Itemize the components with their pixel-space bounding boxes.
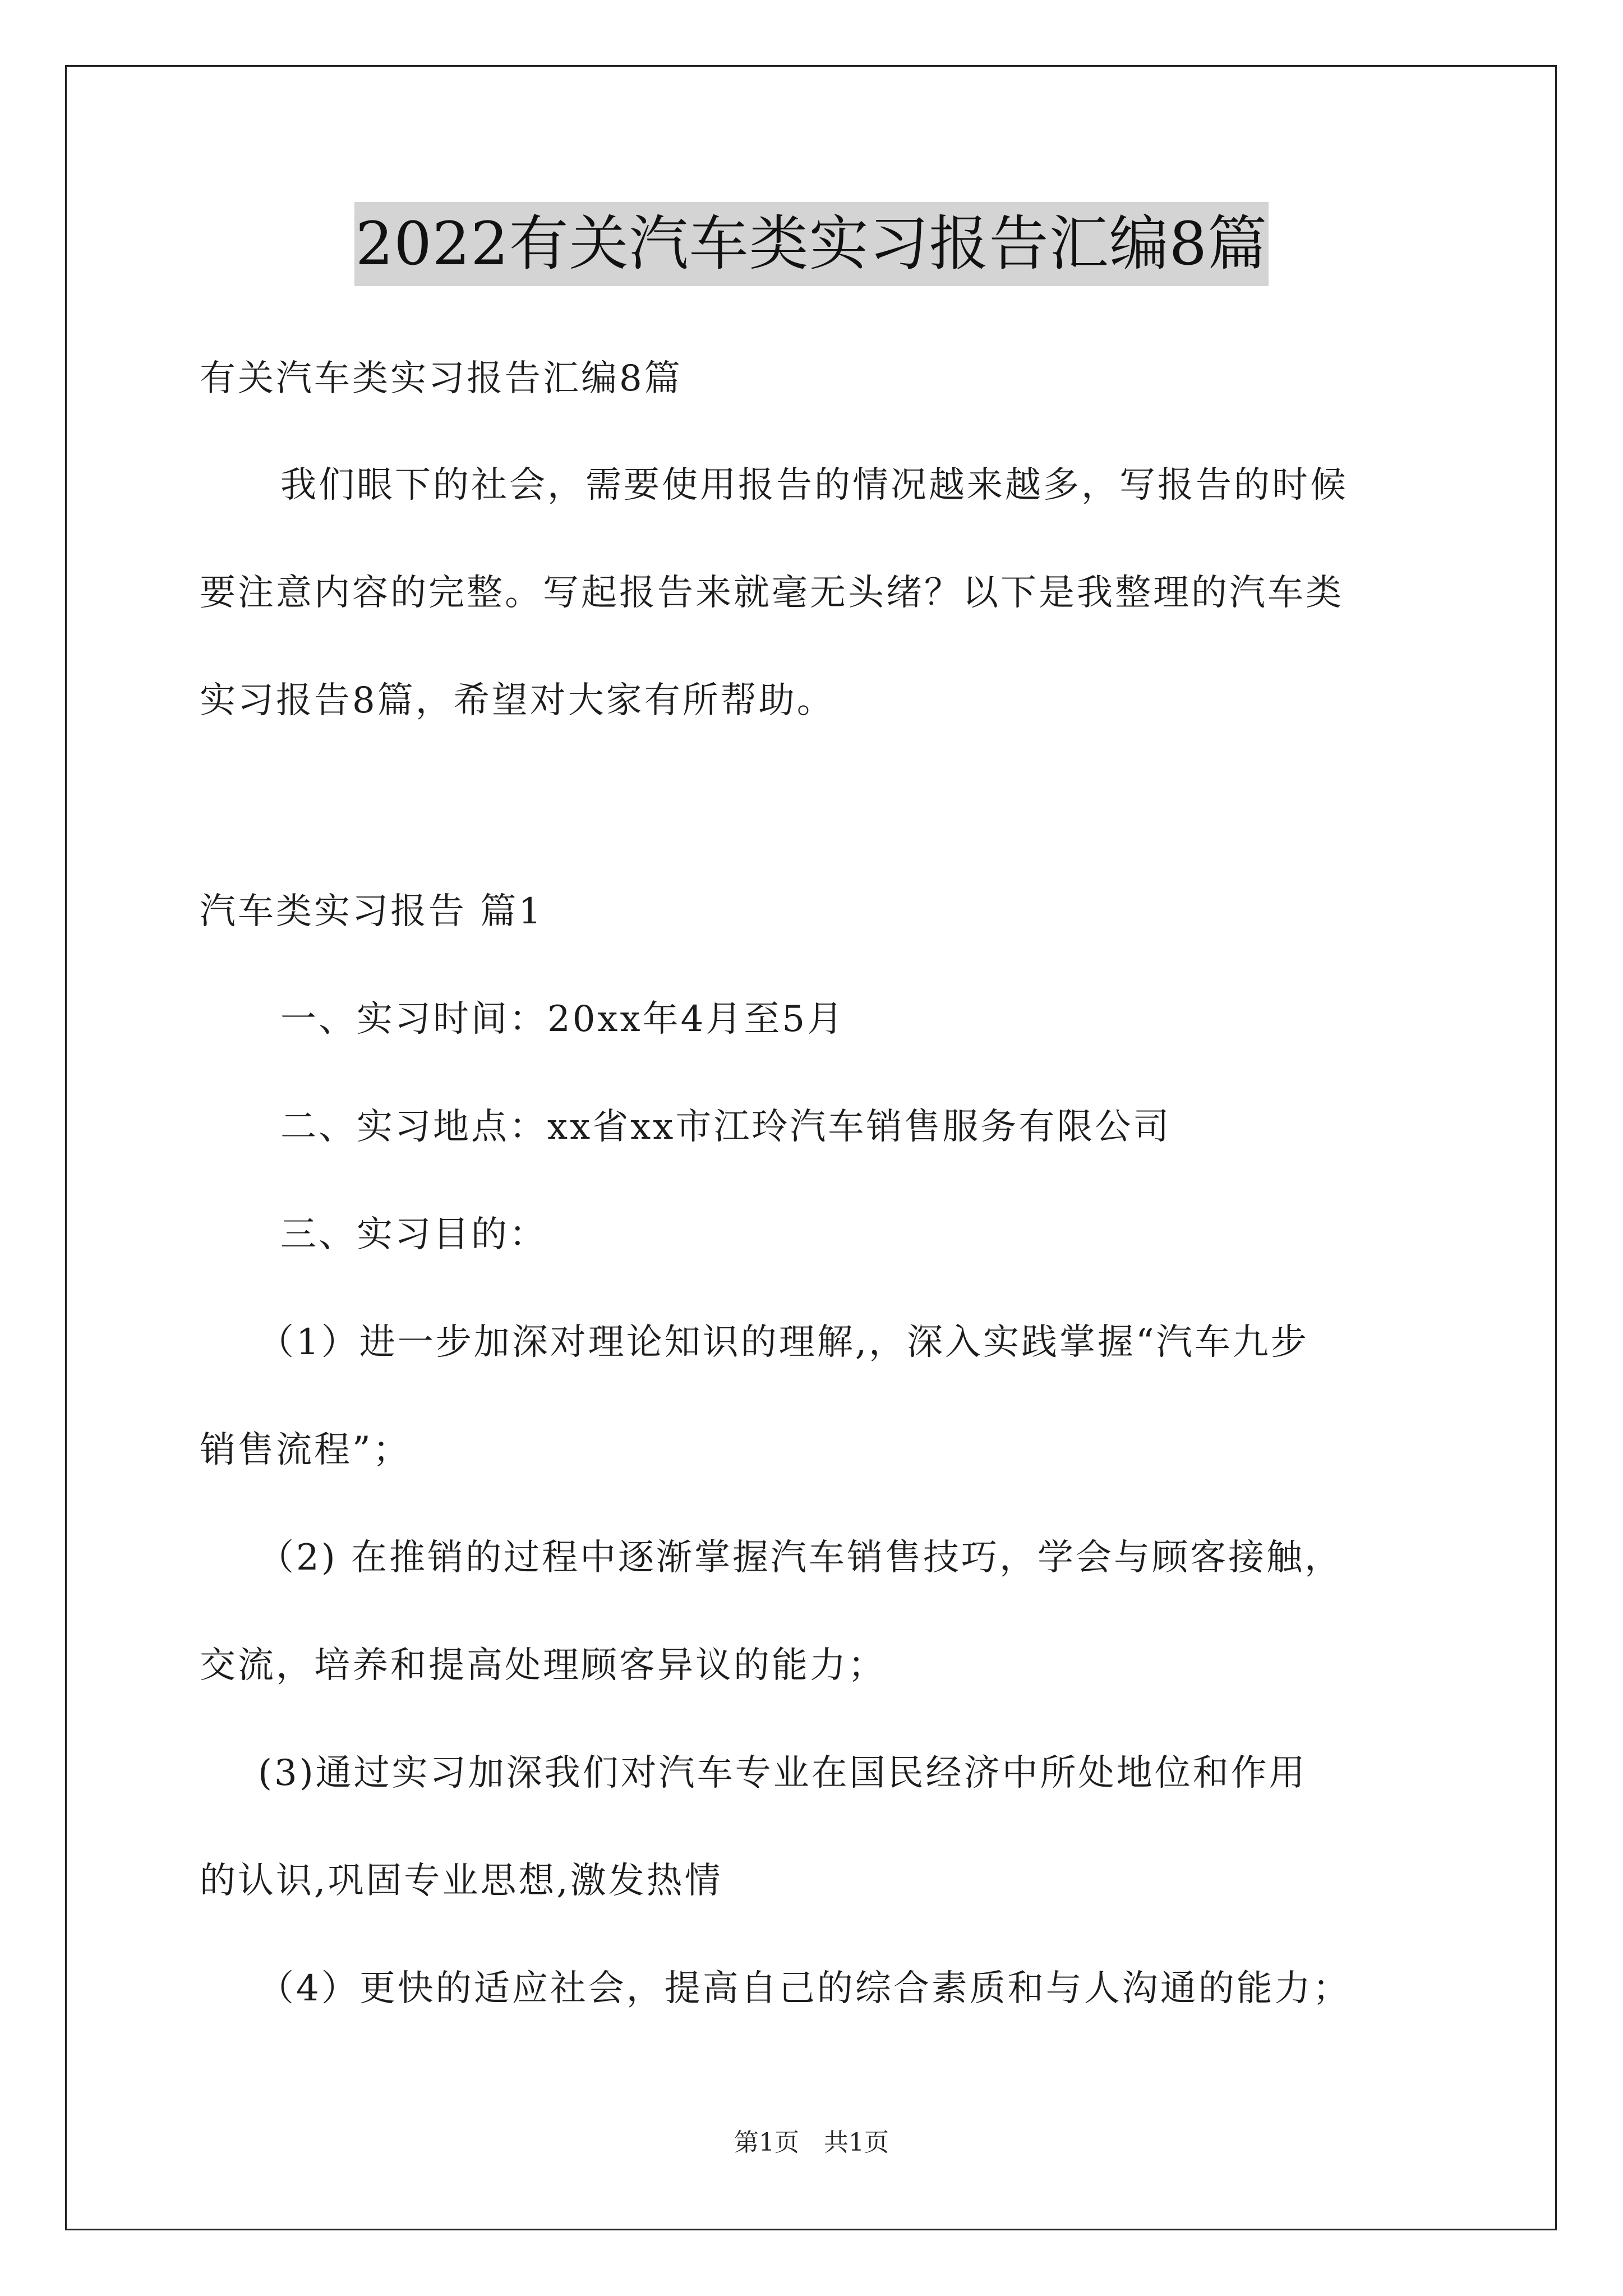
page-footer: 第1页 共1页 <box>734 2128 889 2157</box>
purpose-2-line-1: （2) 在推销的过程中逐渐掌握汽车销售技巧，学会与顾客接触， <box>258 1537 1343 1579</box>
section-heading: 汽车类实习报告 篇1 <box>200 891 544 932</box>
purpose-2-line-2: 交流，培养和提高处理顾客异议的能力； <box>200 1645 886 1686</box>
item-internship-location: 二、实习地点：xx省xx市江玲汽车销售服务有限公司 <box>280 1106 1172 1148</box>
title-container <box>0 202 1623 286</box>
intro-line-3: 实习报告8篇，希望对大家有所帮助。 <box>200 680 835 721</box>
intro-line-1: 我们眼下的社会，需要使用报告的情况越来越多，写报告的时候 <box>280 464 1348 506</box>
purpose-1-line-2: 销售流程”； <box>200 1429 411 1471</box>
document-subtitle: 有关汽车类实习报告汇编8篇 <box>200 358 683 399</box>
purpose-3-line-2: 的认识,巩固专业思想,激发热情 <box>200 1860 723 1902</box>
document-title: 2022有关汽车类实习报告汇编8篇 <box>354 202 1269 286</box>
purpose-1-line-1: （1）进一步加深对理论知识的理解,，深入实践掌握“汽车九步 <box>258 1322 1309 1363</box>
intro-line-2: 要注意内容的完整。写起报告来就毫无头绪？以下是我整理的汽车类 <box>200 572 1344 614</box>
item-internship-time: 一、实习时间：20xx年4月至5月 <box>280 999 846 1040</box>
purpose-3-line-1: (3)通过实习加深我们对汽车专业在国民经济中所处地位和作用 <box>258 1752 1307 1794</box>
item-internship-purpose: 三、实习目的： <box>280 1214 547 1255</box>
purpose-4-line-1: （4）更快的适应社会，提高自己的综合素质和与人沟通的能力； <box>258 1968 1351 2009</box>
